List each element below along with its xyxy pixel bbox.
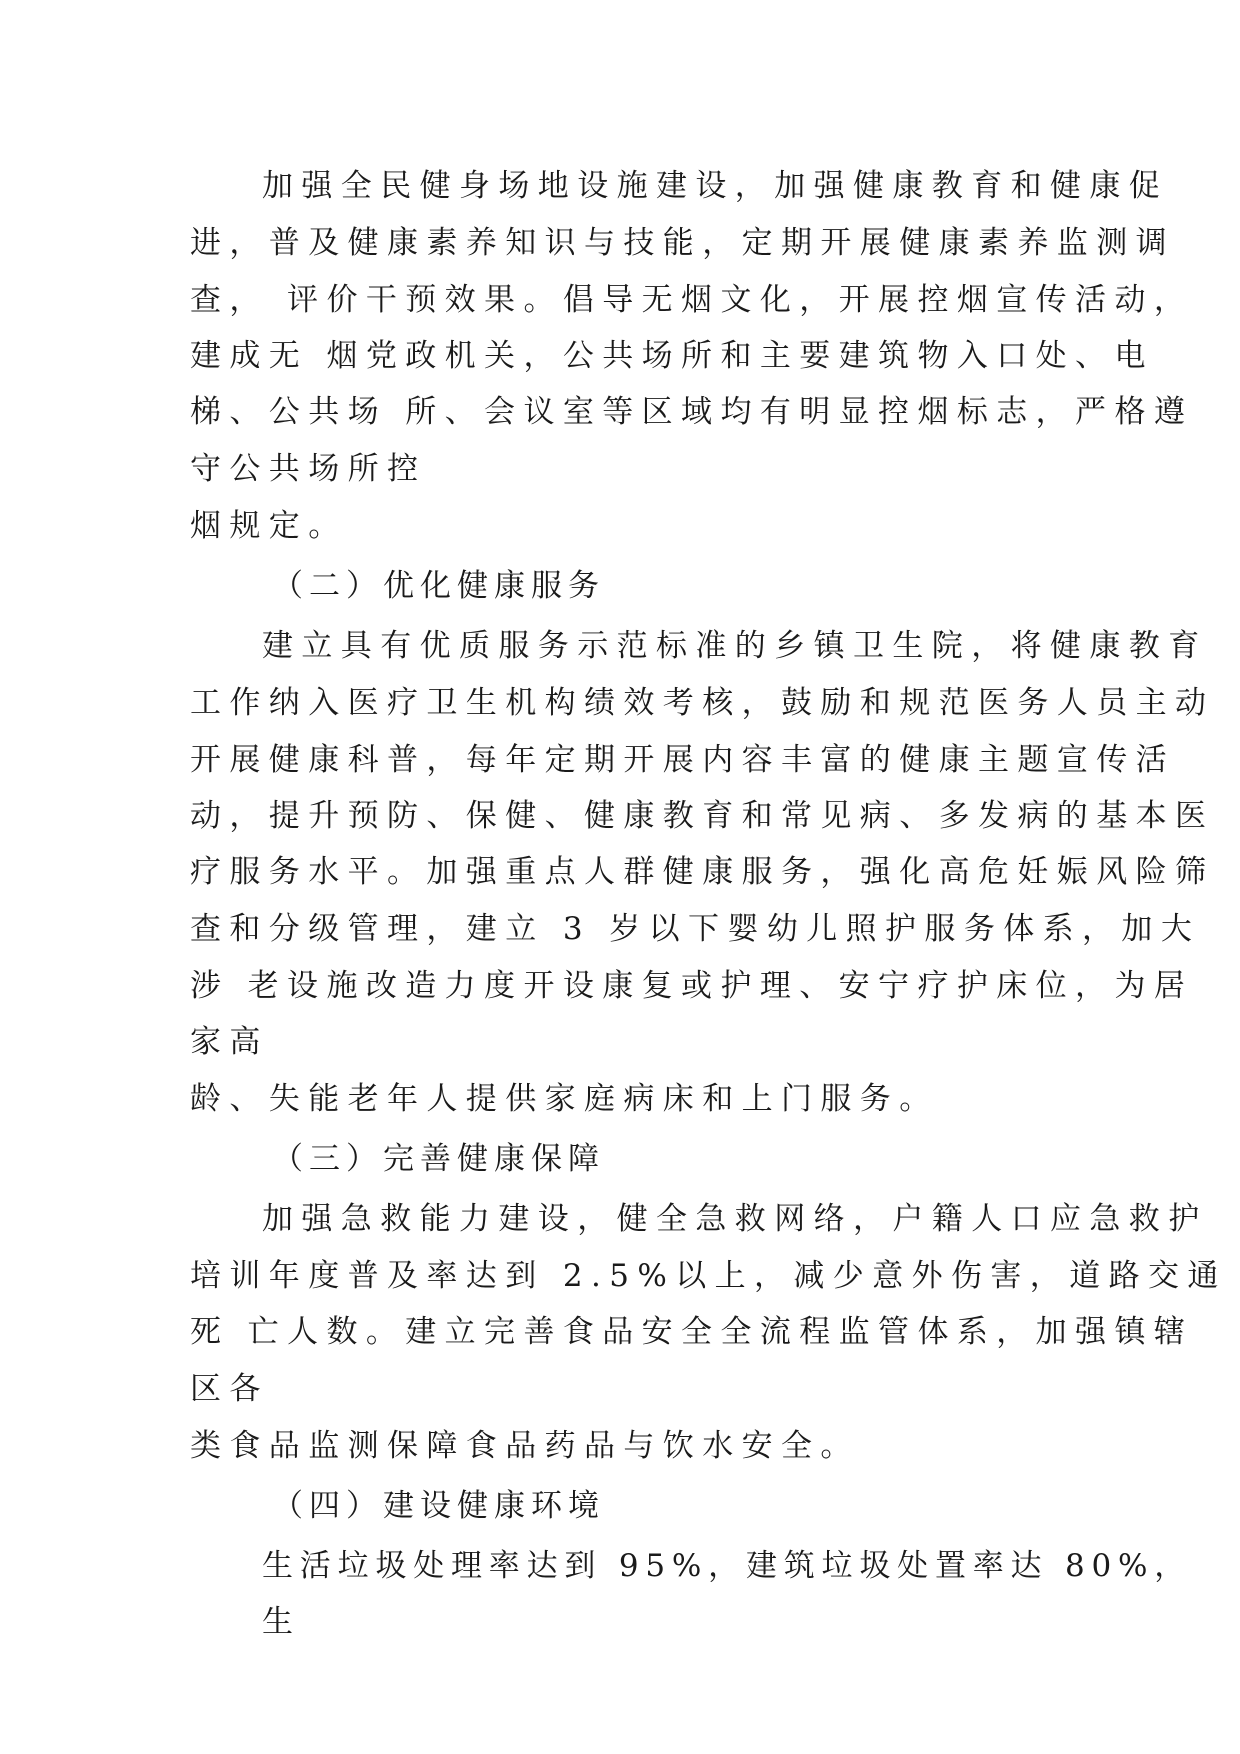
paragraph-line: 生活垃圾处理率达到 95%，建筑垃圾处置率达 80%，: [262, 1548, 1193, 1584]
paragraph-line: 死 亡人数。建立完善食品安全全流程监管体系，加强镇辖: [190, 1314, 1194, 1350]
paragraph-line: 龄、失能老年人提供家庭病床和上门服务。: [190, 1081, 939, 1117]
section-heading: （三）完善健康保障: [272, 1141, 605, 1177]
paragraph-line: 查， 评价干预效果。倡导无烟文化，开展控烟宣传活动，: [190, 282, 1194, 318]
paragraph-line: 开展健康科普，每年定期开展内容丰富的健康主题宣传活: [190, 742, 1175, 778]
section-heading: （二）优化健康服务: [272, 568, 605, 604]
paragraph-line: 进，普及健康素养知识与技能，定期开展健康素养监测调: [190, 225, 1175, 261]
paragraph-line: 培训年度普及率达到 2.5%以上，减少意外伤害，道路交通: [190, 1258, 1227, 1294]
paragraph-line: 区各: [190, 1371, 269, 1407]
paragraph-line: 加强全民健身场地设施建设，加强健康教育和健康促: [262, 168, 1169, 204]
paragraph-line: 家高: [190, 1024, 269, 1060]
paragraph-line: 生: [262, 1604, 302, 1640]
paragraph-line: 建成无 烟党政机关，公共场所和主要建筑物入口处、电: [190, 338, 1154, 374]
paragraph-line: 加强急救能力建设，健全急救网络，户籍人口应急救护: [262, 1201, 1208, 1237]
paragraph-line: 查和分级管理，建立 3 岁以下婴幼儿照护服务体系，加大: [190, 911, 1201, 947]
paragraph-line: 烟规定。: [190, 508, 348, 544]
paragraph-line: 守公共场所控: [190, 451, 427, 487]
paragraph-line: 梯、公共场 所、会议室等区域均有明显控烟标志，严格遵: [190, 394, 1194, 430]
paragraph-line: 动，提升预防、保健、健康教育和常见病、多发病的基本医: [190, 798, 1215, 834]
paragraph-line: 涉 老设施改造力度开设康复或护理、安宁疗护床位，为居: [190, 968, 1194, 1004]
section-heading: （四）建设健康环境: [272, 1488, 605, 1524]
paragraph-line: 工作纳入医疗卫生机构绩效考核，鼓励和规范医务人员主动: [190, 685, 1215, 721]
paragraph-line: 建立具有优质服务示范标准的乡镇卫生院，将健康教育: [262, 628, 1208, 664]
paragraph-line: 疗服务水平。加强重点人群健康服务，强化高危妊娠风险筛: [190, 854, 1215, 890]
paragraph-line: 类食品监测保障食品药品与饮水安全。: [190, 1428, 860, 1464]
